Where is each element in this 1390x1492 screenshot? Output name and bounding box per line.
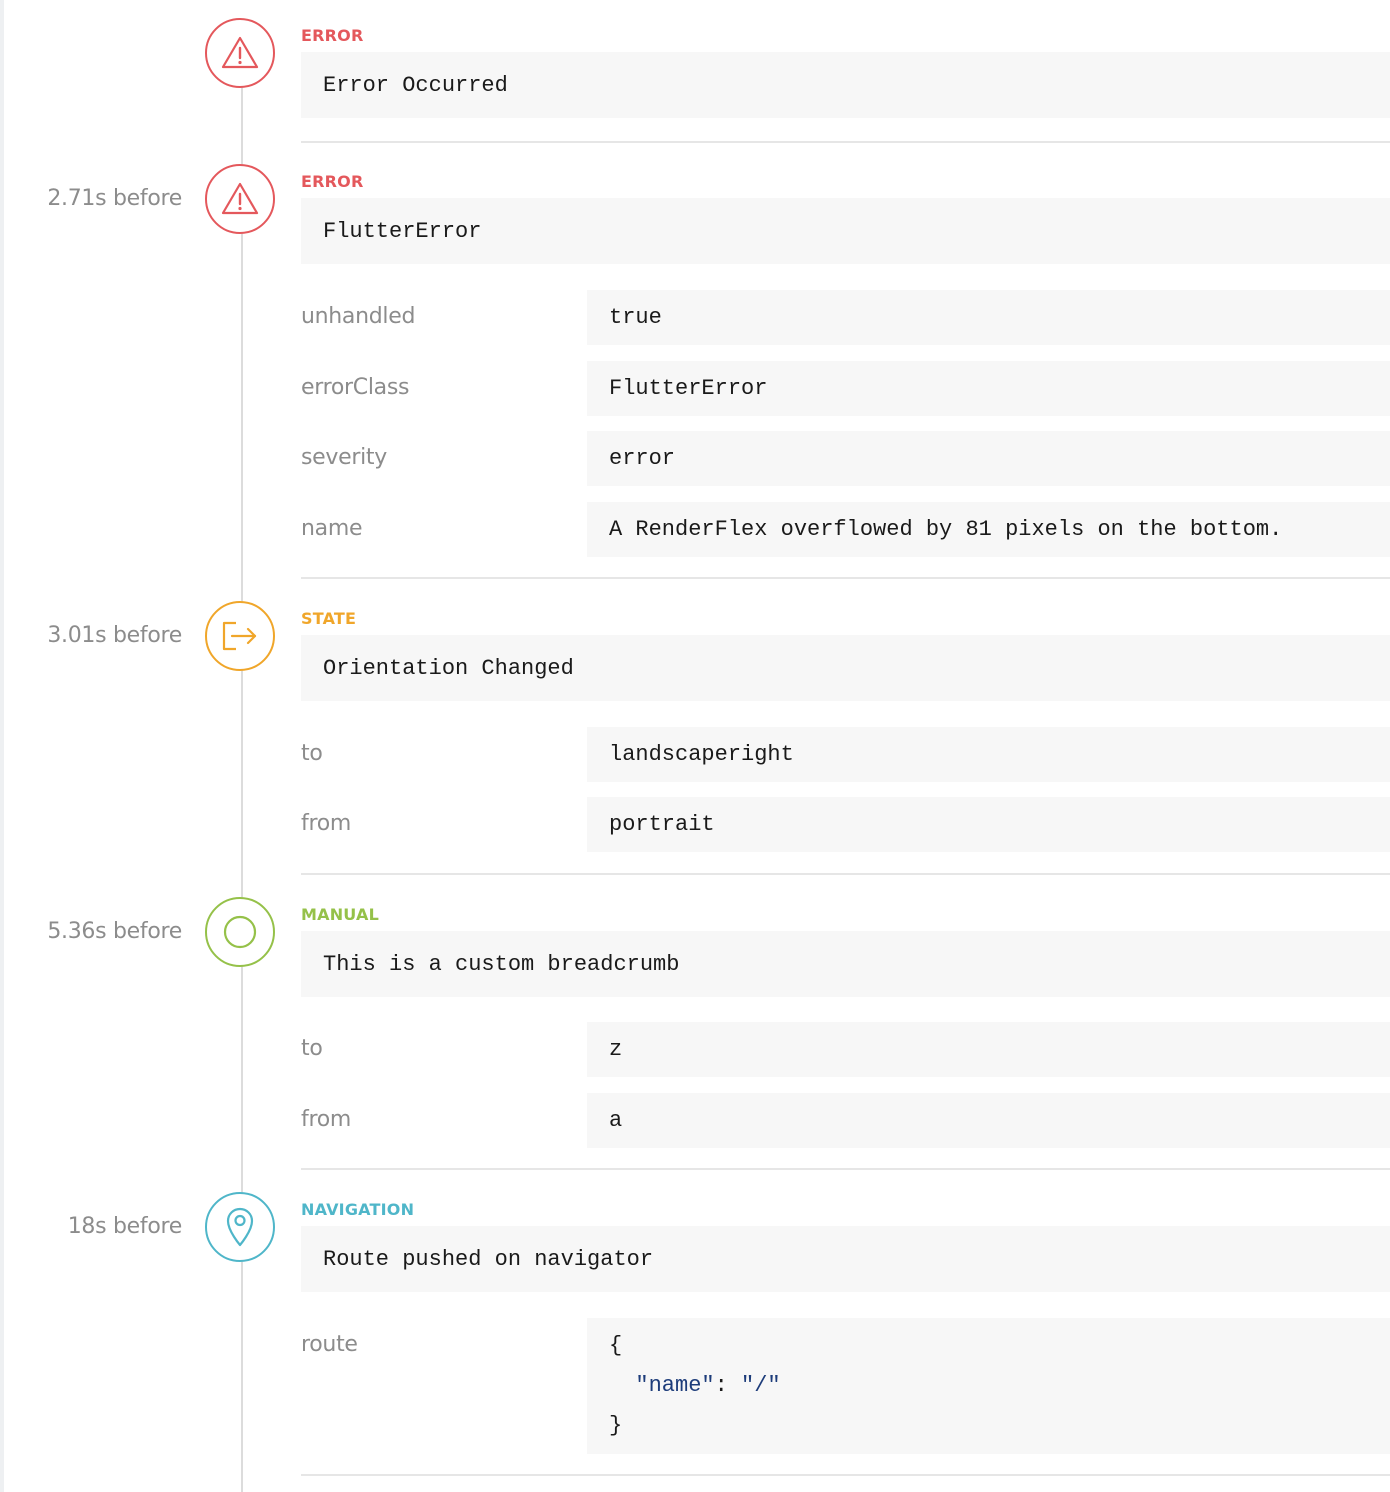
- breadcrumb-divider: [301, 873, 1390, 875]
- breadcrumb-message: FlutterError: [301, 198, 1390, 264]
- metadata-value: FlutterError: [587, 361, 1390, 416]
- metadata-value: a: [587, 1093, 1390, 1148]
- page-left-edge: [0, 0, 4, 1492]
- breadcrumb-icon-circle: [205, 897, 275, 967]
- metadata-key: unhandled: [301, 304, 416, 329]
- breadcrumb-type: ERROR: [301, 172, 364, 191]
- breadcrumb-divider: [301, 1474, 1390, 1476]
- breadcrumb-type: STATE: [301, 609, 357, 628]
- json-brace-open: {: [609, 1333, 623, 1358]
- breadcrumb-icon-circle: [205, 1192, 275, 1262]
- warning-triangle-icon: [220, 35, 260, 71]
- metadata-value: landscaperight: [587, 727, 1390, 782]
- metadata-value: z: [587, 1022, 1390, 1077]
- breadcrumb-type: MANUAL: [301, 905, 379, 924]
- breadcrumb-message: Route pushed on navigator: [301, 1226, 1390, 1292]
- breadcrumb-message: This is a custom breadcrumb: [301, 931, 1390, 997]
- breadcrumb-time: 2.71s before: [47, 186, 182, 211]
- breadcrumb-divider: [301, 141, 1390, 143]
- json-key: "name": [635, 1373, 715, 1398]
- breadcrumb-divider: [301, 577, 1390, 579]
- metadata-key: from: [301, 1107, 351, 1132]
- breadcrumb-divider: [301, 1168, 1390, 1170]
- map-pin-icon: [224, 1206, 256, 1248]
- json-brace-close: }: [609, 1413, 623, 1438]
- breadcrumb-type: NAVIGATION: [301, 1200, 415, 1219]
- metadata-key: severity: [301, 445, 387, 470]
- breadcrumb-time: 3.01s before: [47, 623, 182, 648]
- breadcrumb-message: Orientation Changed: [301, 635, 1390, 701]
- exit-arrow-icon: [220, 619, 260, 653]
- metadata-value: error: [587, 431, 1390, 486]
- warning-triangle-icon: [220, 181, 260, 217]
- metadata-key: from: [301, 811, 351, 836]
- metadata-value: portrait: [587, 797, 1390, 852]
- metadata-value-json: [587, 1318, 1390, 1454]
- metadata-key: to: [301, 741, 323, 766]
- breadcrumb-icon-circle: [205, 18, 275, 88]
- breadcrumb-time: 18s before: [67, 1214, 182, 1239]
- json-value: "/": [741, 1373, 781, 1398]
- json-colon: :: [714, 1373, 728, 1398]
- metadata-key: route: [301, 1332, 358, 1357]
- breadcrumb-message: Error Occurred: [301, 52, 1390, 118]
- metadata-key: name: [301, 516, 363, 541]
- metadata-key: errorClass: [301, 375, 410, 400]
- breadcrumb-icon-circle: [205, 601, 275, 671]
- breadcrumb-icon-circle: [205, 164, 275, 234]
- metadata-value: A RenderFlex overflowed by 81 pixels on the bottom.: [587, 502, 1390, 557]
- metadata-key: to: [301, 1036, 323, 1061]
- breadcrumb-type: ERROR: [301, 26, 364, 45]
- breadcrumb-time: 5.36s before: [47, 919, 182, 944]
- timeline-line: [241, 56, 243, 1492]
- metadata-value: true: [587, 290, 1390, 345]
- ring-icon: [222, 914, 258, 950]
